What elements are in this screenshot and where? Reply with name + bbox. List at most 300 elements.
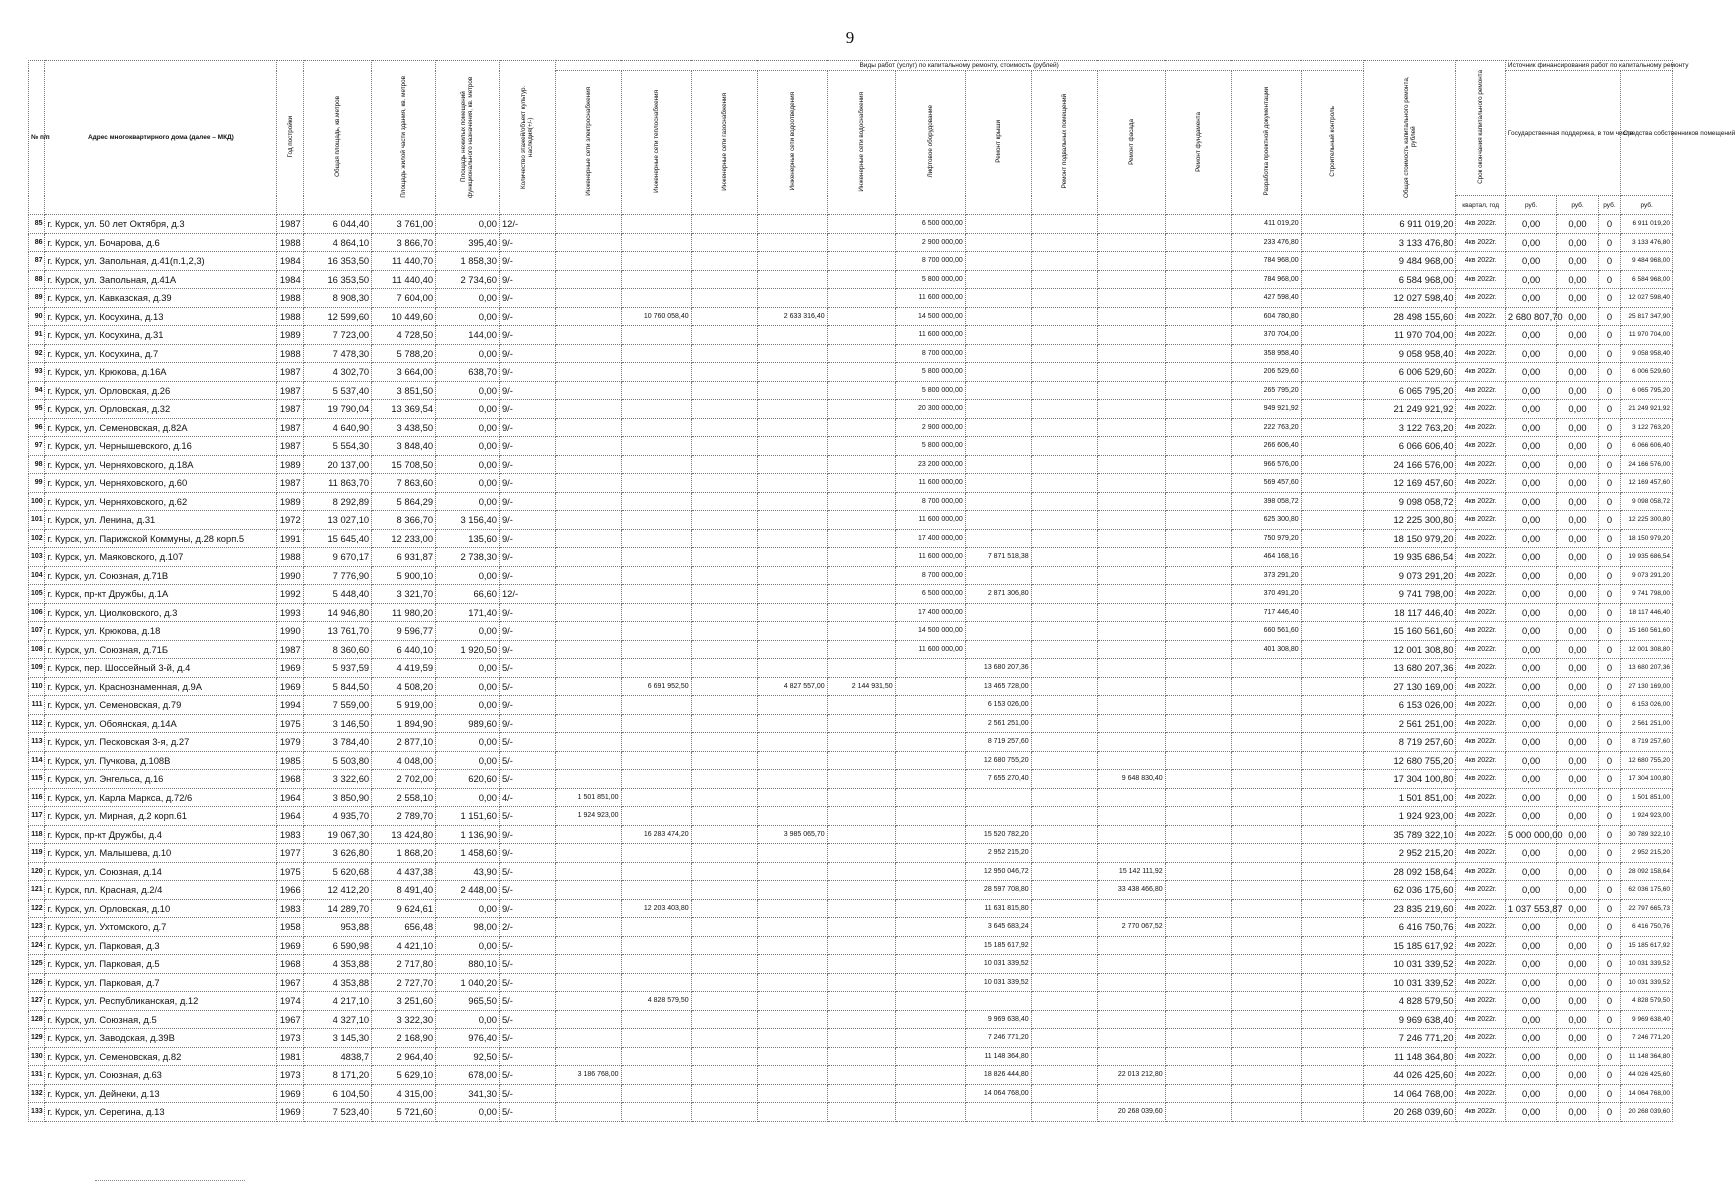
address-cell: г. Курск, ул. Союзная, д.71В: [45, 566, 277, 585]
work-cost-cell: 10 031 339,52: [965, 955, 1031, 974]
municipal-budget-cell: 0: [1598, 270, 1621, 289]
work-cost-cell: [1231, 844, 1301, 863]
work-cost-cell: [1301, 918, 1363, 937]
address-cell: г. Курск, ул. Косухина, д.31: [45, 326, 277, 345]
work-cost-cell: [1031, 677, 1097, 696]
work-cost-cell: [691, 603, 757, 622]
total-cost-cell: 62 036 175,60: [1363, 881, 1456, 900]
fund-cell: 0,00: [1505, 714, 1557, 733]
year-cell: 1981: [277, 1047, 304, 1066]
work-cost-cell: [1165, 400, 1231, 419]
year-cell: 1983: [277, 899, 304, 918]
table-row: [29, 899, 1673, 918]
address-cell: г. Курск, ул. Дейнеки, д.13: [45, 1084, 277, 1103]
fund-cell: 0,00: [1505, 1066, 1557, 1085]
table-row: [29, 233, 1673, 252]
work-cost-cell: [1097, 363, 1165, 382]
municipal-budget-cell: 0: [1598, 788, 1621, 807]
municipal-budget-cell: 0: [1598, 992, 1621, 1011]
work-cost-cell: [691, 936, 757, 955]
col-header-sewerage: Инженерные сети водоотведения: [757, 71, 827, 215]
municipal-budget-cell: 0: [1598, 770, 1621, 789]
work-cost-cell: 370 704,00: [1231, 326, 1301, 345]
work-cost-cell: [1031, 1010, 1097, 1029]
work-cost-cell: [621, 1029, 691, 1048]
work-cost-cell: [827, 881, 895, 900]
total-cost-cell: 12 169 457,60: [1363, 474, 1456, 493]
floors-cell: 5/-: [499, 1010, 555, 1029]
work-cost-cell: [1097, 1047, 1165, 1066]
fund-cell: 0,00: [1505, 474, 1557, 493]
work-cost-cell: [1165, 603, 1231, 622]
work-cost-cell: [827, 992, 895, 1011]
work-cost-cell: [621, 1047, 691, 1066]
owners-funds-cell: 11 148 364,80: [1621, 1047, 1673, 1066]
work-cost-cell: [1165, 252, 1231, 271]
regional-budget-cell: 0,00: [1557, 270, 1598, 289]
nonres-area-cell: 0,00: [436, 437, 500, 456]
fund-cell: 0,00: [1505, 492, 1557, 511]
total-cost-cell: 24 166 576,00: [1363, 455, 1456, 474]
total-cost-cell: 4 828 579,50: [1363, 992, 1456, 1011]
work-cost-cell: [1301, 1084, 1363, 1103]
work-cost-cell: 5 800 000,00: [895, 363, 965, 382]
living-area-cell: 2 877,10: [372, 733, 436, 752]
work-cost-cell: 784 968,00: [1231, 270, 1301, 289]
work-cost-cell: 206 529,60: [1231, 363, 1301, 382]
work-cost-cell: [757, 1084, 827, 1103]
work-cost-cell: 6 500 000,00: [895, 215, 965, 234]
work-cost-cell: [1165, 844, 1231, 863]
row-number: 115: [29, 770, 45, 789]
work-cost-cell: [757, 1103, 827, 1122]
living-area-cell: 4 437,38: [372, 862, 436, 881]
work-cost-cell: [555, 437, 621, 456]
table-row: [29, 1066, 1673, 1085]
work-cost-cell: [757, 381, 827, 400]
fund-cell: 0,00: [1505, 529, 1557, 548]
deadline-cell: 4кв 2022г.: [1456, 400, 1505, 419]
work-cost-cell: [757, 714, 827, 733]
owners-funds-cell: 3 122 763,20: [1621, 418, 1673, 437]
table-row: [29, 862, 1673, 881]
work-cost-cell: [691, 289, 757, 308]
row-number: 127: [29, 992, 45, 1011]
table-row: [29, 381, 1673, 400]
work-cost-cell: [1031, 437, 1097, 456]
regional-budget-cell: 0,00: [1557, 955, 1598, 974]
living-area-cell: 13 369,54: [372, 400, 436, 419]
address-cell: г. Курск, ул. Циолковского, д.3: [45, 603, 277, 622]
work-cost-cell: [1231, 992, 1301, 1011]
row-number: 111: [29, 696, 45, 715]
address-cell: г. Курск, ул. Семеновская, д.79: [45, 696, 277, 715]
total-area-cell: 7 523,40: [304, 1103, 372, 1122]
table-row: [29, 455, 1673, 474]
work-cost-cell: [1031, 770, 1097, 789]
address-cell: г. Курск, ул. Семеновская, д.82: [45, 1047, 277, 1066]
work-cost-cell: [1031, 307, 1097, 326]
col-header-total-cost: Общая стоимость капитального ремонта, рублей: [1363, 61, 1456, 215]
address-cell: г. Курск, ул. Маяковского, д.107: [45, 548, 277, 567]
living-area-cell: 9 624,61: [372, 899, 436, 918]
row-number: 121: [29, 881, 45, 900]
municipal-budget-cell: 0: [1598, 289, 1621, 308]
work-cost-cell: 2 952 215,20: [965, 844, 1031, 863]
fund-cell: 0,00: [1505, 1029, 1557, 1048]
deadline-cell: 4кв 2022г.: [1456, 1010, 1505, 1029]
deadline-cell: 4кв 2022г.: [1456, 751, 1505, 770]
total-area-cell: 3 146,50: [304, 714, 372, 733]
regional-budget-cell: 0,00: [1557, 603, 1598, 622]
deadline-cell: 4кв 2022г.: [1456, 529, 1505, 548]
table-row: [29, 807, 1673, 826]
work-cost-cell: [1165, 807, 1231, 826]
row-number: 97: [29, 437, 45, 456]
work-cost-cell: [827, 233, 895, 252]
work-cost-cell: [1165, 474, 1231, 493]
work-cost-cell: [1097, 511, 1165, 530]
work-cost-cell: [1301, 807, 1363, 826]
work-cost-cell: [965, 363, 1031, 382]
work-cost-cell: [1301, 511, 1363, 530]
nonres-area-cell: 0,00: [436, 696, 500, 715]
owners-funds-cell: 10 031 339,52: [1621, 955, 1673, 974]
work-cost-cell: [895, 1103, 965, 1122]
work-cost-cell: [965, 437, 1031, 456]
work-cost-cell: [555, 936, 621, 955]
work-cost-cell: [1165, 899, 1231, 918]
fund-cell: 0,00: [1505, 973, 1557, 992]
fund-cell: 0,00: [1505, 936, 1557, 955]
total-area-cell: 5 844,50: [304, 677, 372, 696]
work-cost-cell: 7 655 270,40: [965, 770, 1031, 789]
work-cost-cell: [895, 733, 965, 752]
address-cell: г. Курск, ул. Семеновская, д.82А: [45, 418, 277, 437]
work-cost-cell: [895, 992, 965, 1011]
work-cost-cell: [1301, 696, 1363, 715]
regional-budget-cell: 0,00: [1557, 1010, 1598, 1029]
work-cost-cell: [1165, 918, 1231, 937]
work-cost-cell: [827, 659, 895, 678]
work-cost-cell: [1165, 307, 1231, 326]
living-area-cell: 10 449,60: [372, 307, 436, 326]
work-cost-cell: [555, 751, 621, 770]
row-number: 114: [29, 751, 45, 770]
work-cost-cell: [965, 1103, 1031, 1122]
work-cost-cell: [827, 770, 895, 789]
work-cost-cell: [691, 529, 757, 548]
work-cost-cell: [1097, 215, 1165, 234]
address-cell: г. Курск, ул. Малышева, д.10: [45, 844, 277, 863]
deadline-cell: 4кв 2022г.: [1456, 1029, 1505, 1048]
work-cost-cell: [895, 936, 965, 955]
living-area-cell: 12 233,00: [372, 529, 436, 548]
owners-funds-cell: 1 924 923,00: [1621, 807, 1673, 826]
municipal-budget-cell: 0: [1598, 529, 1621, 548]
work-cost-cell: [1301, 1010, 1363, 1029]
work-cost-cell: [965, 289, 1031, 308]
work-cost-cell: 7 871 518,38: [965, 548, 1031, 567]
work-cost-cell: [1165, 529, 1231, 548]
regional-budget-cell: 0,00: [1557, 529, 1598, 548]
work-cost-cell: [1031, 381, 1097, 400]
total-cost-cell: 15 160 561,60: [1363, 622, 1456, 641]
floors-cell: 5/-: [499, 936, 555, 955]
work-cost-cell: [1165, 1029, 1231, 1048]
work-cost-cell: [827, 640, 895, 659]
living-area-cell: 3 761,00: [372, 215, 436, 234]
work-cost-cell: 11 600 000,00: [895, 289, 965, 308]
work-cost-cell: [555, 603, 621, 622]
work-cost-cell: [621, 252, 691, 271]
work-cost-cell: [965, 455, 1031, 474]
municipal-budget-cell: 0: [1598, 603, 1621, 622]
floors-cell: 2/-: [499, 918, 555, 937]
year-cell: 1988: [277, 344, 304, 363]
total-area-cell: 19 067,30: [304, 825, 372, 844]
fund-cell: 0,00: [1505, 418, 1557, 437]
work-cost-cell: [827, 492, 895, 511]
nonres-area-cell: 98,00: [436, 918, 500, 937]
year-cell: 1958: [277, 918, 304, 937]
year-cell: 1987: [277, 418, 304, 437]
work-cost-cell: [1097, 603, 1165, 622]
regional-budget-cell: 0,00: [1557, 881, 1598, 900]
year-cell: 1969: [277, 677, 304, 696]
regional-budget-cell: 0,00: [1557, 566, 1598, 585]
total-area-cell: 6 044,40: [304, 215, 372, 234]
address-cell: г. Курск, ул. Бочарова, д.6: [45, 233, 277, 252]
year-cell: 1964: [277, 807, 304, 826]
work-cost-cell: [1165, 492, 1231, 511]
work-cost-cell: [1031, 1029, 1097, 1048]
work-cost-cell: [895, 807, 965, 826]
work-cost-cell: [555, 381, 621, 400]
owners-funds-cell: 18 117 446,40: [1621, 603, 1673, 622]
year-cell: 1988: [277, 307, 304, 326]
work-cost-cell: [1301, 603, 1363, 622]
work-cost-cell: 1 924 923,00: [555, 807, 621, 826]
work-cost-cell: [1231, 881, 1301, 900]
work-cost-cell: [1301, 1029, 1363, 1048]
regional-budget-cell: 0,00: [1557, 548, 1598, 567]
floors-cell: 5/-: [499, 677, 555, 696]
nonres-area-cell: 171,40: [436, 603, 500, 622]
municipal-budget-cell: 0: [1598, 1010, 1621, 1029]
owners-funds-cell: 9 058 958,40: [1621, 344, 1673, 363]
work-cost-cell: 11 600 000,00: [895, 326, 965, 345]
work-cost-cell: [621, 881, 691, 900]
work-cost-cell: [621, 603, 691, 622]
row-number: 95: [29, 400, 45, 419]
work-cost-cell: 11 148 364,80: [965, 1047, 1031, 1066]
living-area-cell: 8 366,70: [372, 511, 436, 530]
nonres-area-cell: 0,00: [436, 455, 500, 474]
table-row: [29, 1103, 1673, 1122]
total-area-cell: 19 790,04: [304, 400, 372, 419]
municipal-budget-cell: 0: [1598, 400, 1621, 419]
work-cost-cell: 427 598,40: [1231, 289, 1301, 308]
work-cost-cell: [1097, 529, 1165, 548]
address-cell: г. Курск, ул. 50 лет Октября, д.3: [45, 215, 277, 234]
owners-funds-cell: 9 969 638,40: [1621, 1010, 1673, 1029]
row-number: 92: [29, 344, 45, 363]
deadline-cell: 4кв 2022г.: [1456, 973, 1505, 992]
work-cost-cell: [827, 326, 895, 345]
work-cost-cell: [1301, 233, 1363, 252]
work-cost-cell: [757, 326, 827, 345]
work-cost-cell: [1165, 1010, 1231, 1029]
work-cost-cell: [1097, 492, 1165, 511]
work-cost-cell: [1301, 751, 1363, 770]
work-cost-cell: [1097, 659, 1165, 678]
work-cost-cell: 717 446,40: [1231, 603, 1301, 622]
work-cost-cell: [691, 566, 757, 585]
work-cost-cell: [691, 788, 757, 807]
floors-cell: 5/-: [499, 1029, 555, 1048]
living-area-cell: 3 851,50: [372, 381, 436, 400]
row-number: 94: [29, 381, 45, 400]
fund-cell: 0,00: [1505, 1010, 1557, 1029]
work-cost-cell: [757, 437, 827, 456]
work-cost-cell: [757, 1010, 827, 1029]
floors-cell: 9/-: [499, 511, 555, 530]
fund-cell: 0,00: [1505, 862, 1557, 881]
address-cell: г. Курск, ул. Энгельса, д.16: [45, 770, 277, 789]
floors-cell: 9/-: [499, 603, 555, 622]
municipal-budget-cell: 0: [1598, 659, 1621, 678]
owners-funds-cell: 28 092 158,64: [1621, 862, 1673, 881]
deadline-cell: 4кв 2022г.: [1456, 326, 1505, 345]
fund-cell: 0,00: [1505, 270, 1557, 289]
total-area-cell: 13 761,70: [304, 622, 372, 641]
work-cost-cell: [1097, 344, 1165, 363]
work-cost-cell: 9 648 830,40: [1097, 770, 1165, 789]
work-cost-cell: [1165, 344, 1231, 363]
table-row: [29, 677, 1673, 696]
deadline-cell: 4кв 2022г.: [1456, 640, 1505, 659]
regional-budget-cell: 0,00: [1557, 659, 1598, 678]
floors-cell: 9/-: [499, 696, 555, 715]
nonres-area-cell: 66,60: [436, 585, 500, 604]
row-number: 91: [29, 326, 45, 345]
table-row: [29, 307, 1673, 326]
work-cost-cell: [691, 548, 757, 567]
work-cost-cell: [965, 529, 1031, 548]
work-cost-cell: [1301, 640, 1363, 659]
work-cost-cell: [691, 511, 757, 530]
fund-cell: 0,00: [1505, 289, 1557, 308]
work-cost-cell: [691, 1010, 757, 1029]
floors-cell: 5/-: [499, 807, 555, 826]
regional-budget-cell: 0,00: [1557, 807, 1598, 826]
work-cost-cell: [827, 363, 895, 382]
owners-funds-cell: 6 584 968,00: [1621, 270, 1673, 289]
work-cost-cell: [1301, 1047, 1363, 1066]
address-cell: г. Курск, ул. Республиканская, д.12: [45, 992, 277, 1011]
work-cost-cell: [1231, 825, 1301, 844]
work-cost-cell: [1097, 548, 1165, 567]
nonres-area-cell: 1 458,60: [436, 844, 500, 863]
work-cost-cell: [827, 844, 895, 863]
work-cost-cell: [1231, 1047, 1301, 1066]
work-cost-cell: [1165, 751, 1231, 770]
nonres-area-cell: 0,00: [436, 215, 500, 234]
regional-budget-cell: 0,00: [1557, 381, 1598, 400]
row-number: 108: [29, 640, 45, 659]
floors-cell: 9/-: [499, 418, 555, 437]
row-number: 120: [29, 862, 45, 881]
nonres-area-cell: 2 448,00: [436, 881, 500, 900]
table-row: [29, 918, 1673, 937]
fund-cell: 0,00: [1505, 918, 1557, 937]
work-cost-cell: [895, 1029, 965, 1048]
regional-budget-cell: 0,00: [1557, 936, 1598, 955]
work-cost-cell: [827, 529, 895, 548]
work-cost-cell: [1031, 807, 1097, 826]
work-cost-cell: [621, 862, 691, 881]
work-cost-cell: 222 763,20: [1231, 418, 1301, 437]
col-header-deadline: Срок окончания капитального ремонта: [1456, 61, 1505, 196]
municipal-budget-cell: 0: [1598, 252, 1621, 271]
work-cost-cell: 20 300 000,00: [895, 400, 965, 419]
work-cost-cell: [965, 622, 1031, 641]
work-cost-cell: 14 500 000,00: [895, 622, 965, 641]
work-cost-cell: 12 950 046,72: [965, 862, 1031, 881]
work-cost-cell: [621, 529, 691, 548]
municipal-budget-cell: 0: [1598, 1047, 1621, 1066]
work-cost-cell: [827, 474, 895, 493]
row-number: 116: [29, 788, 45, 807]
total-area-cell: 5 537,40: [304, 381, 372, 400]
work-cost-cell: 3 645 683,24: [965, 918, 1031, 937]
work-cost-cell: [1231, 936, 1301, 955]
floors-cell: 9/-: [499, 437, 555, 456]
owners-funds-cell: 2 952 215,20: [1621, 844, 1673, 863]
work-cost-cell: [1165, 548, 1231, 567]
living-area-cell: 2 702,00: [372, 770, 436, 789]
total-area-cell: 15 645,40: [304, 529, 372, 548]
work-cost-cell: [555, 733, 621, 752]
work-cost-cell: [1097, 696, 1165, 715]
year-cell: 1987: [277, 381, 304, 400]
work-cost-cell: 13 680 207,36: [965, 659, 1031, 678]
table-row: [29, 400, 1673, 419]
year-cell: 1987: [277, 400, 304, 419]
work-cost-cell: [1031, 270, 1097, 289]
work-cost-cell: [1301, 363, 1363, 382]
work-cost-cell: [691, 714, 757, 733]
total-area-cell: 14 289,70: [304, 899, 372, 918]
municipal-budget-cell: 0: [1598, 511, 1621, 530]
nonres-area-cell: 965,50: [436, 992, 500, 1011]
living-area-cell: 5 864,29: [372, 492, 436, 511]
owners-funds-cell: 18 150 979,20: [1621, 529, 1673, 548]
row-number: 106: [29, 603, 45, 622]
floors-cell: 9/-: [499, 492, 555, 511]
deadline-cell: 4кв 2022г.: [1456, 696, 1505, 715]
work-cost-cell: [1031, 696, 1097, 715]
living-area-cell: 2 168,90: [372, 1029, 436, 1048]
floors-cell: 5/-: [499, 751, 555, 770]
work-cost-cell: [1031, 825, 1097, 844]
work-cost-cell: [555, 973, 621, 992]
work-cost-cell: [1097, 252, 1165, 271]
work-cost-cell: 13 465 728,00: [965, 677, 1031, 696]
nonres-area-cell: 144,00: [436, 326, 500, 345]
owners-funds-cell: 20 268 039,60: [1621, 1103, 1673, 1122]
